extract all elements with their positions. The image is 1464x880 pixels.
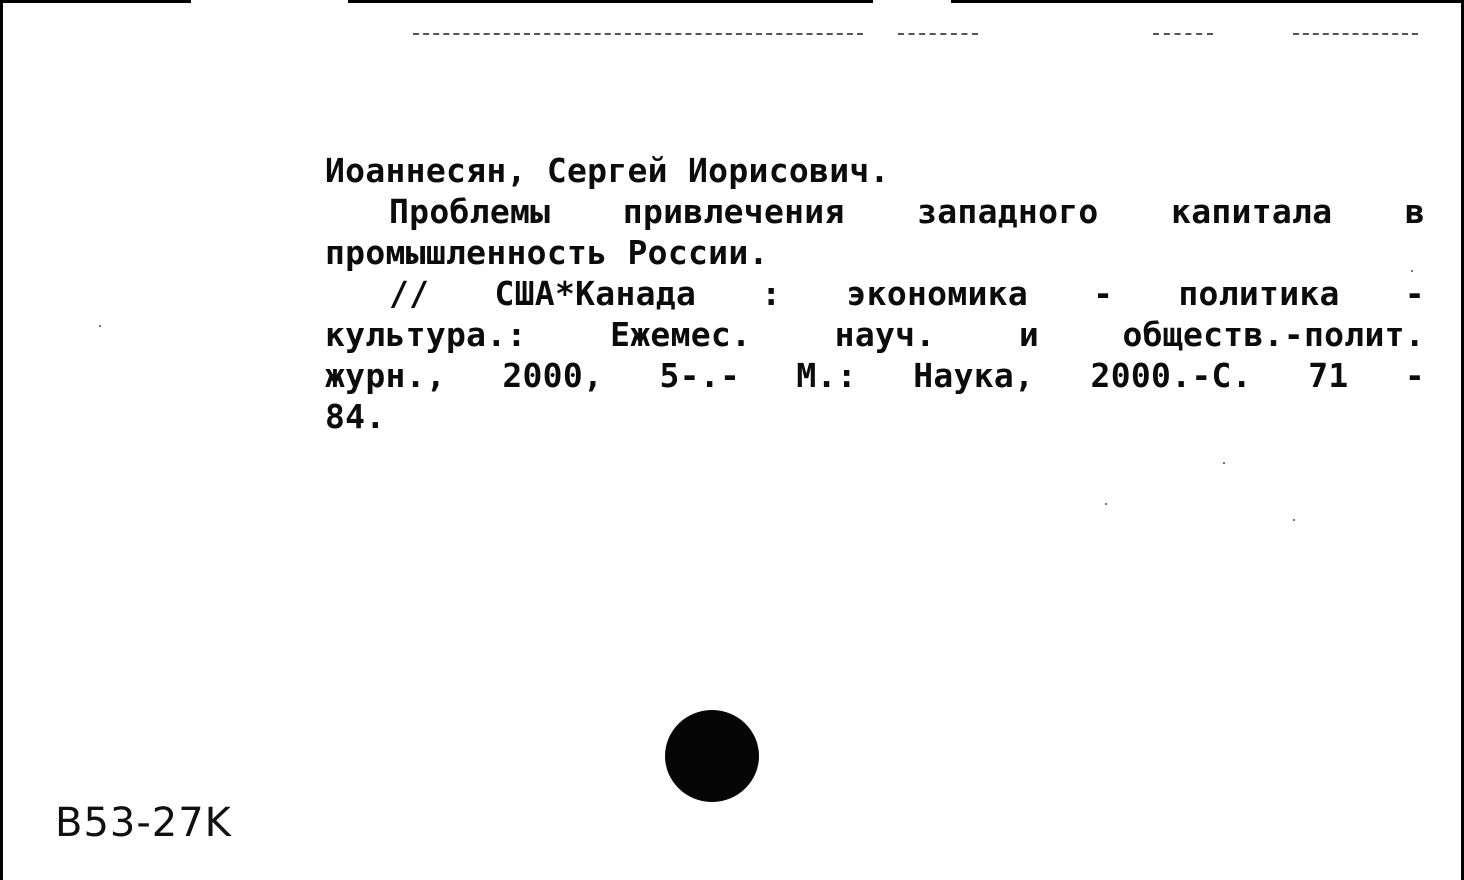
- source-word: //: [389, 274, 430, 313]
- source-word: науч.: [834, 315, 936, 354]
- source-word: 2000.-С.: [1090, 356, 1252, 395]
- source-line-1: [325, 273, 1425, 314]
- source-word: и: [1018, 315, 1040, 354]
- source-word: -: [1404, 274, 1425, 313]
- title-line-1: [325, 191, 1425, 232]
- source-word: -: [1093, 274, 1114, 313]
- title-word: привлечения: [622, 192, 845, 231]
- source-line-3: [325, 355, 1425, 396]
- source-word: 2000,: [502, 356, 604, 395]
- scan-speck: [1293, 519, 1295, 521]
- author-heading: Иоаннесян, Сергей Иорисович.: [325, 151, 890, 190]
- title-line-2: промышленность России.: [325, 233, 769, 272]
- title-word: в: [1404, 192, 1425, 231]
- source-word: Наука,: [913, 356, 1035, 395]
- title-word: капитала: [1171, 192, 1333, 231]
- card-punch-hole: [665, 710, 759, 802]
- shelfmark: B53-27K: [55, 800, 232, 846]
- title-word: западного: [917, 192, 1099, 231]
- bibliographic-entry: [325, 150, 1425, 437]
- scan-speck: [99, 325, 101, 327]
- scan-speck: [1411, 270, 1413, 272]
- scan-artifact-dashes: [413, 33, 863, 37]
- source-word: культура.:: [325, 315, 527, 354]
- source-word: политика: [1178, 274, 1340, 313]
- source-word: США*Канада: [494, 274, 697, 313]
- scan-artifact-dashes: [898, 33, 978, 37]
- card-top-edge: [348, 0, 873, 3]
- source-line-4: 84.: [325, 397, 386, 436]
- source-word: экономика: [846, 274, 1028, 313]
- scan-artifact-dashes: [1293, 33, 1418, 37]
- card-top-edge: [951, 0, 1464, 3]
- source-line-2: [325, 314, 1425, 355]
- source-word: :: [761, 274, 782, 313]
- card-top-edge: [3, 0, 191, 3]
- source-word: 5-.-: [659, 356, 741, 395]
- scan-artifact-dashes: [1153, 33, 1213, 37]
- source-word: М.:: [796, 356, 857, 395]
- source-word: -: [1404, 356, 1425, 395]
- source-word: журн.,: [325, 356, 447, 395]
- source-word: 71: [1308, 356, 1349, 395]
- scan-speck: [1105, 503, 1107, 505]
- title-word: Проблемы: [389, 192, 551, 231]
- source-word: Ежемес.: [610, 315, 752, 354]
- source-word: обществ.-полит.: [1122, 315, 1425, 354]
- scan-speck: [1223, 462, 1225, 464]
